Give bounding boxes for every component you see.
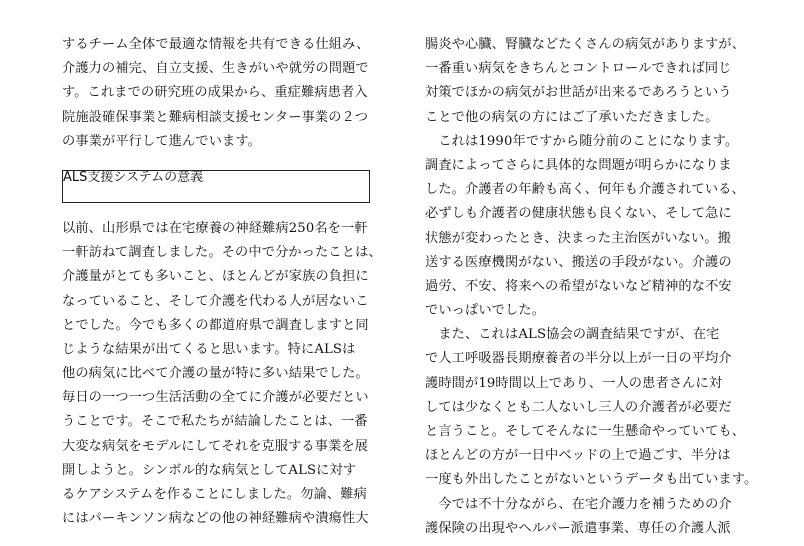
text-line: 介護力の補完、自立支援、生きがいや就労の問題で [62, 61, 369, 77]
text-line: 必ずしも介護者の健康状態も良くない、そして急に [425, 206, 732, 222]
text-line: なっていること、そして介護を代わる人が居ないこ [62, 293, 369, 309]
text-line: ことで他の病気の方にはご了承いただきました。 [425, 109, 719, 125]
text-line: 他の病気に比べて介護の量が特に多い結果でした。 [62, 366, 369, 382]
left-column [62, 33, 382, 531]
intro-paragraph [62, 33, 378, 154]
text-line: 過労、不安、将来への希望がないなど精神的な不安 [425, 278, 732, 294]
text-line: じような結果が出てくると思います。特にALSは [62, 341, 356, 357]
text-line: 腸炎や心臓、腎臓などたくさんの病気がありますが、 [425, 37, 746, 52]
text-line: 以前、山形県では在宅療養の神経難病250名を一軒 [62, 220, 368, 236]
section-heading-box [62, 170, 370, 203]
text-line: 大変な病気をモデルにしてそれを克服する事業を展 [62, 438, 369, 454]
text-line: 護時間が19時間以上であり、一人の患者さんに対 [425, 375, 723, 391]
text-line: した。介護者の年齢も高く、何年も介護されている、 [425, 182, 745, 198]
text-line: の事業が平行して進んでいます。 [62, 133, 262, 149]
section-heading: ALS支援システムの意義 [63, 169, 204, 185]
text-line: でいっぱいでした。 [425, 303, 546, 319]
right-column [425, 33, 758, 541]
text-line: するチーム全体で最適な情報を共有できる仕組み、 [62, 37, 370, 52]
text-line: にはパーキンソン病などの他の神経難病や潰瘍性大 [62, 511, 369, 527]
text-line: ほとんどの方が一日中ベッドの上で過ごす、半分は [425, 448, 731, 464]
text-line: るケアシステムを作ることにしました。勿論、難病 [62, 487, 367, 502]
text-line: とでした。今でも多くの都道府県で調査しますと同 [62, 317, 369, 333]
text-line: 院施設確保事業と難病相談支援センター事業の２つ [62, 109, 369, 125]
text-line: 今では不十分ながら、在宅介護力を補うための介 [425, 496, 732, 512]
text-line: 対策でほかの病気がお世話が出来るであろうという [425, 85, 732, 101]
text-line: 一軒訪ねて調査しました。その中で分かったことは、 [62, 245, 382, 261]
text-line: 毎日の一つ一つ生活活動の全てに介護が必要だとい [62, 390, 369, 406]
text-line: うことです。そこで私たちが結論したことは、一番 [62, 414, 368, 430]
text-line: また、これはALS協会の調査結果ですが、在宅 [425, 327, 720, 343]
text-line: す。これまでの研究班の成果から、重症難病患者入 [62, 85, 368, 101]
text-line: これは1990年ですから随分前のことになります。 [425, 133, 739, 149]
text-line: 開しようと。シンボル的な病気としてALSに対す [62, 462, 357, 478]
body-paragraph [62, 217, 382, 531]
text-line: 状態が変わったとき、決まった主治医がいない。搬 [425, 230, 732, 246]
text-line: と言うこと。そしてそんなに一生懸命やっていても、 [425, 424, 746, 439]
text-line: 調査によってさらに具体的な問題が明らかになりま [425, 157, 732, 173]
text-line: 一度も外出したことがないというデータも出ています。 [425, 472, 758, 488]
text-line: で人工呼吸器長期療養者の半分以上が一日の平均介 [425, 351, 732, 367]
text-line: 護保険の出現やヘルパー派遣事業、専任の介護人派 [425, 520, 731, 536]
text-line: 送する医療機関がない、搬送の手段がない。介護の [425, 254, 732, 270]
text-line: 介護量がとても多いこと、ほとんどが家族の負担に [62, 269, 369, 285]
text-line: しては少なくとも二人ないし三人の介護者が必要だ [425, 399, 732, 415]
text-line: 一番重い病気をきちんとコントロールできれば同じ [425, 61, 732, 77]
